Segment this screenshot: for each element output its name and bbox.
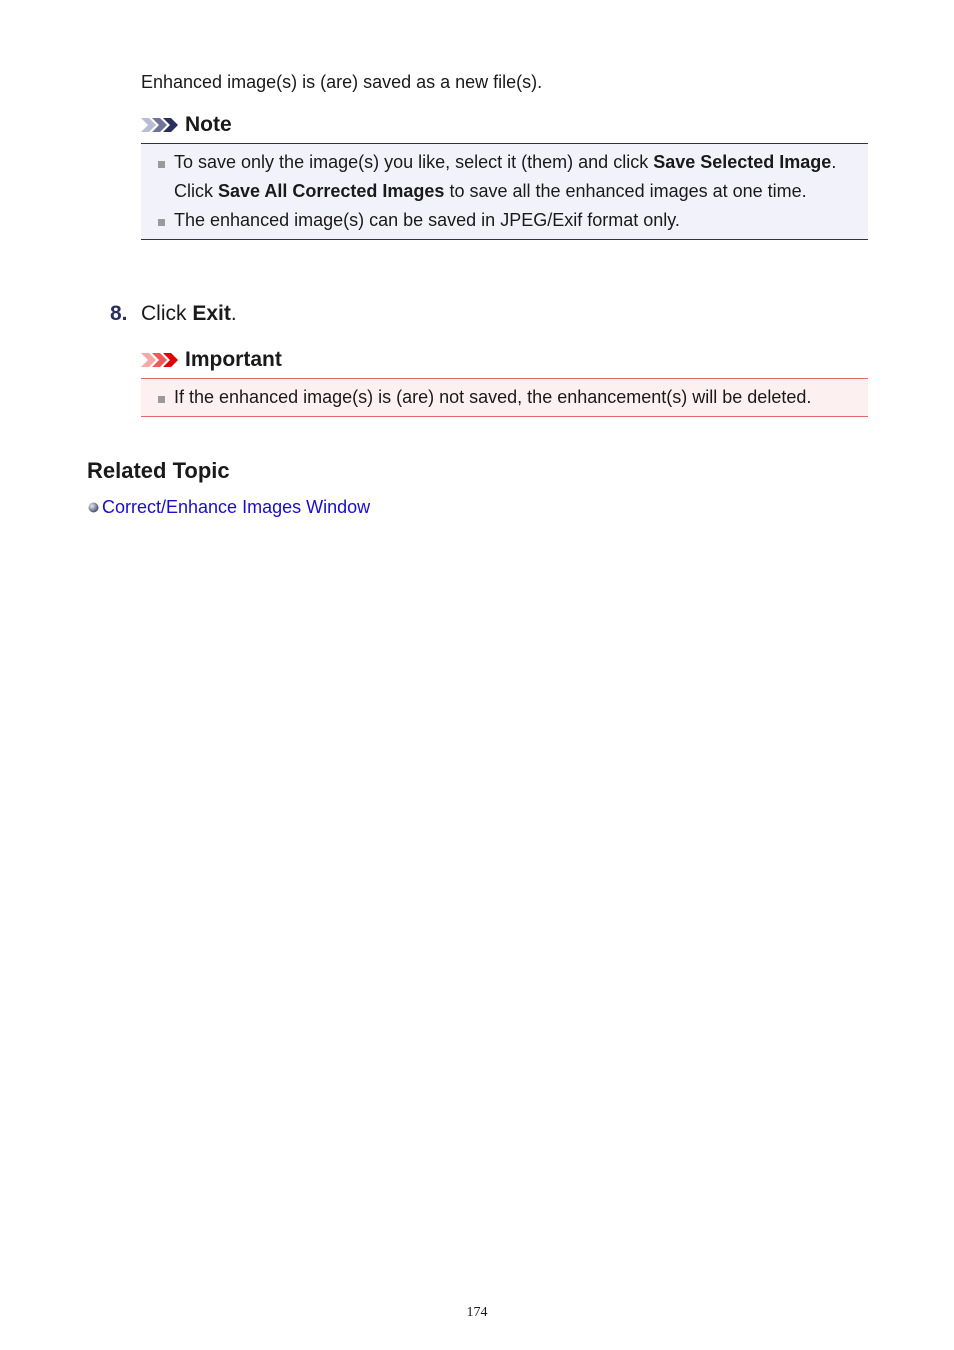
save-selected-image-label: Save Selected Image — [653, 152, 832, 172]
globe-bullet-icon — [88, 502, 99, 513]
related-topic-item — [88, 495, 370, 519]
exit-label: Exit — [192, 302, 231, 325]
important-item-text: If the enhanced image(s) is (are) not saved, the enhancement(s) will be deleted. — [174, 387, 812, 407]
step-number: 8. — [110, 302, 128, 325]
important-heading — [141, 347, 282, 373]
step-8 — [110, 300, 237, 328]
important-title: Important — [185, 348, 282, 371]
bullet-square-icon — [158, 219, 165, 226]
note-title: Note — [185, 113, 232, 136]
note-box — [141, 143, 868, 240]
note-item-text: To save only the image(s) you like, select it (them) and click — [174, 152, 654, 172]
bullet-square-icon — [158, 161, 165, 168]
related-topic-heading: Related Topic — [87, 458, 230, 483]
note-item — [141, 206, 868, 235]
important-item — [141, 383, 868, 412]
correct-enhance-images-window-link[interactable]: Correct/Enhance Images Window — [102, 497, 371, 517]
note-item — [141, 148, 868, 206]
note-item-text: The enhanced image(s) can be saved in JPEG/Exif format only. — [174, 210, 680, 230]
note-item-text-2: . Click — [174, 152, 837, 201]
step-suffix: . — [230, 302, 237, 325]
bullet-square-icon — [158, 396, 165, 403]
note-arrows-icon — [141, 117, 179, 133]
save-all-corrected-images-label: Save All Corrected Images — [218, 181, 445, 201]
note-heading — [141, 112, 232, 138]
page-number: 174 — [466, 1305, 488, 1320]
important-box — [141, 378, 868, 417]
note-item-text-3: to save all the enhanced images at one time. — [444, 181, 807, 201]
important-arrows-icon — [141, 352, 179, 368]
intro-text: Enhanced image(s) is (are) saved as a new file(s). — [141, 72, 543, 92]
step-text: Click — [141, 302, 193, 325]
